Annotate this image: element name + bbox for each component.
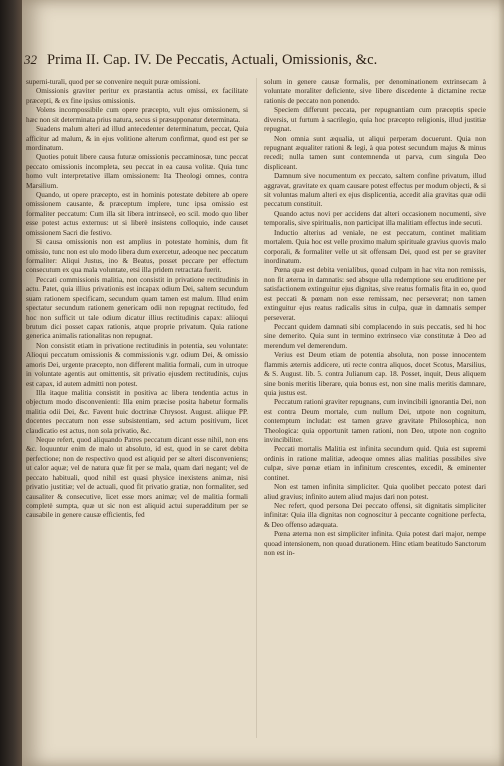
left-text-column: [26, 78, 248, 750]
paragraph: Peccatum rationi graviter repugnans, cum invincibili ignorantia Dei, non est contra Deum mortale, cum nullum Dei, utpote non cognitum, contemptum includat: est tamen grave gravitate Philosophica, non Theologica: quia opportunit tamen rationi, non Deo, utpote non cognito invincibiliter.: [264, 398, 486, 445]
paragraph: Omissionis graviter peritur ex præstantia actus omissi, ex facilitate præcepti, & ex fine ipsius omissionis.: [26, 87, 248, 105]
column-gutter: [256, 78, 257, 738]
paragraph: Peccati commissionis malitia, non consistit in privatione rectitudinis in actu. Patet, quia illius privationis est incapax odium Dei, saltem secundum suam rationem specificam, secundum quam tamen est malum. Illud enim spectatur secundum rationem genericam odii non repugnat rectitudo, fed hoc non sufficit ut tale odium dicatur illius rectitudinis capax: aliioqui brutum dici posset capax rationis, atque proprie privatum. Quia ratione generica animalis rationalitas non repugnat.: [26, 275, 248, 341]
running-title: Prima II. Cap. IV. De Peccatis, Actuali, Omissionis, &c.: [47, 52, 378, 68]
paragraph: Quando, ut opere præcepto, est in hominis potestate debitere ab opere omissionem causante, & præceptum implere, tunc ipsa omissio est formaliter peccatum: Cum illa sit libera intrinsecè, eo scil. modo quo liber esse potest actus externus: ut si liberè insistens colloquio, inde causet omissionem Sacri die festivo.: [26, 191, 248, 237]
paragraph: Non est tamen infinita simpliciter. Quia quolibet peccato potest dari aliud gravius; infinito autem aliud majus dari non potest.: [264, 483, 486, 501]
paragraph: Non omnia sunt æqualia, ut aliqui perperam docuerunt. Quia non repugnant æqualiter rationi & legi, à qua potest secundum majus & minus recedi; nulla tamen sunt contemnenda ut parva, cum singula Deo displiceant.: [264, 134, 486, 171]
paragraph: Inductio alterius ad veniale, ne est peccatum, continet malitiam mortalem. Quia hoc est velle proximo malum spirituale gravius quovis malo corporali, & formaliter velle ut sit offensam Dei, quod est per se graviter inordinatum.: [264, 228, 486, 266]
paragraph: Peccant quidem damnati sibi complacendo in suis peccatis, sed hi hoc sine demerito. Quia sunt in termino extrinseco viæ constitutæ à Deo ad merendum vel demerendum.: [264, 322, 486, 350]
paragraph: Speciem differunt peccata, per repugnantiam cum præceptis specie diversis, ut furtum à sacrilegio, quia hoc præcepto religionis, illud justitiæ repugnat.: [264, 106, 486, 134]
paragraph: Illa itaque malitia consistit in positiva ac libera tendentia actus in objectum modo disconvenienti: Illa enim præcise posita habetur formalis malitia odii Dei, &c. Favent huic doctrinæ Chrysost. August. aliique PP. docentes peccatum non esse subsistentiam, sed actum positivum, licet claudicatio est actus, non sola privatio, &c.: [26, 388, 248, 435]
paragraph: Peccati mortalis Malitia est infinita secundum quid. Quia est supremi ordinis in ratione malitiæ, adeoque omnes alias malitias possibiles sive culpæ, sive pœnæ etiam in infinitum crescentes, excedit, & eminenter continet.: [264, 445, 486, 482]
page-edge-shadow: [498, 0, 504, 766]
right-text-column: [264, 78, 486, 750]
paragraph: Pœna quæ est debita venialibus, quoad culpam in hac vita non remissis, non fit æterna in damnatis: sed absque ulla redemptione seu eruditione per satisfactionem extinguitur ejus dignitas, sive reatus formalis fita in eo, quod est peccati & pœnam non esse remissam, nec perseverat; non tamen extinguitur ejus reatus radicalis situs in culpa, quæ in damnatis semper perseverat.: [264, 266, 486, 322]
paragraph: Damnum sive nocumentum ex peccato, saltem confine privatum, illud aggravat, gravitate ex quam causare potest effectus per modum objecti, & si sit voluntas malum alteri ex ejus displicentia, accedit alia gravitas quæ odii peccatum constituit.: [264, 172, 486, 209]
paragraph: Si causa omissionis non est amplius in potestate hominis, dum fit omissio, tunc non est ulo modo libera dum exercetur, adeoque nec peccatum formaliter: Aliqui Justus, ino & Beatus, posset peccare per effectum consecutum ex qua mala voluntate, etsi illa pridem retractata fuerit.: [26, 238, 248, 275]
paragraph: Suadens malum alteri ad illud antecedenter determinatum, peccat, Quia afficitur ad malum, & in ejus volitione alterum confirmat, quod est per se mordinatum.: [26, 125, 248, 152]
paragraph: Quando actus novi per accidens dat alteri occasionem nocumenti, sive temporalis, sive spiritualis, non participat illa malitiam effectus inde secuti.: [264, 209, 486, 228]
page-number: 32: [24, 52, 37, 67]
paragraph: Non consistit etiam in privatione rectitudinis in potentia, seu voluntate: Alioqui peccatum omissionis & commissionis v.gr. odium Dei, & omissio amoris Dei, urgente præcepto, non different malitia formali, cum in utroque in voluntate agentis aut omittentis, sit privatio ejusdem rectitudinis, cujus est capax, id autem admitti non potest.: [26, 341, 248, 388]
paragraph: solum in genere causæ formalis, per denominationem extrinsecam à voluntate moraliter deficiente, sive libere discedente à dictamine rectæ rationis de peccato non ponendo.: [264, 78, 486, 105]
paragraph: Quoties potuit libere causa futuræ omissionis peccaminosæ, tunc peccat peccato omissionis incompleta, seu peccat in ea causa volitæ. Quia tunc homo vult interpretative illam omissionem: Ita Theologi omnes, contra Marsilium.: [26, 153, 248, 190]
page-header: [24, 52, 490, 72]
paragraph: superni-turali, quod per se convenire nequit puræ omissioni.: [26, 78, 201, 86]
book-spine-shadow: [0, 0, 22, 766]
paragraph: Pœna æterna non est simpliciter infinita. Quia potest dari major, nempe quoad intensionem, non quoad durationem. Hinc etiam beatitudo Sanctorum non est in-: [264, 530, 486, 558]
paragraph: Verius est Deum etiam de potentia absoluta, non posse innocentem flammis æternis addicere, uti recte contra aliquos, docet Scotus, Marsilius, & S. August. lib. 5. contra Julianum cap. 18. Posset, inquit, Deus aliquem sine bonis meritis liberare, quia bonus est, non sine malis meritis damnare, quia justus est.: [264, 351, 486, 397]
paragraph: Neque refert, quod aliquando Patres peccatum dicant esse nihil, non ens &c. loquuntur enim de malo ut absoluto, id est, quod in se caret debita perfectione; non de respectivo quod est aliquid per se alteri disconveniens; ut calor aquæ; vel de natura quæ fit per se mala, quam dari negant; vel de peccato habituali, quod nihil est quasi physice inexistens animæ, nisi privatio justitiæ; vel de actuali, quod fit privatio gratiæ, non formaliter, sed causaliter & consecutive, licet esse mors animæ; vel de malitia formali completè sumpta, quæ ut sic non est aliquid actui superadditum per se causabile in genere causæ efficientis, fed: [26, 436, 248, 520]
paragraph: Volens incompossibile cum opere præcepto, vult ejus omissionem, si hæc non sit determinata prius natura, secus si præsupponatur determinata.: [26, 106, 248, 124]
paragraph: Nec refert, quod persona Dei peccato offensi, sit dignitatis simpliciter infinitæ: Quia illa dignitas non cognoscitur à peccante cognitione perfecta, & Deo offenso adæquata.: [264, 501, 486, 529]
